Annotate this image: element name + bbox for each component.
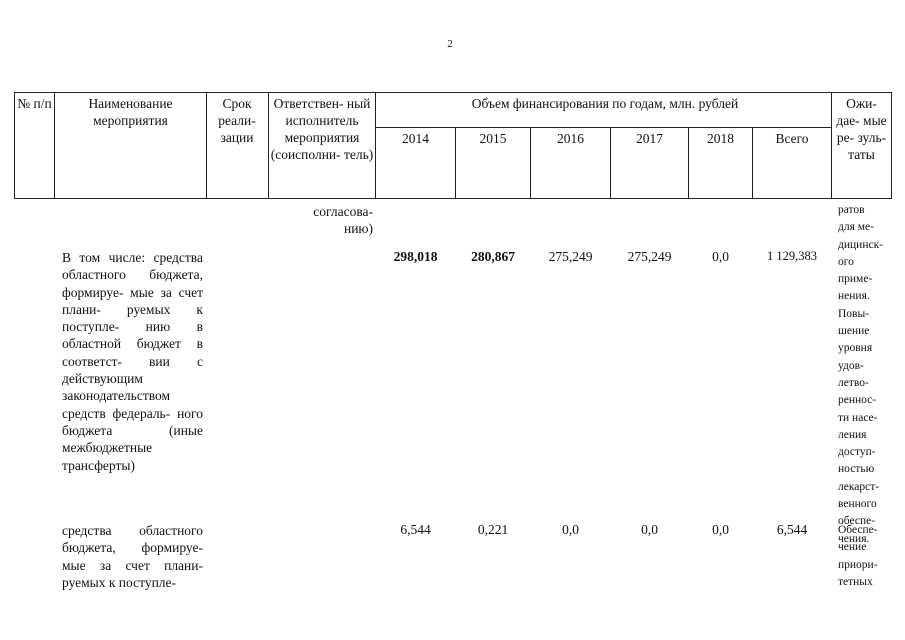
header-year-2017: 2017	[636, 131, 663, 146]
row-2-value-2017: 0,0	[641, 522, 658, 537]
page-number: 2	[447, 38, 453, 50]
row-2-value-2014: 6,544	[400, 522, 431, 537]
header-year-2015: 2015	[479, 131, 507, 146]
row-1-value-2015: 280,867	[471, 249, 515, 264]
row-1-value-2014: 298,018	[393, 249, 438, 264]
row-2-result: Обеспе- чение приори- тетных	[838, 524, 878, 588]
row-1-value-2016: 275,249	[548, 249, 593, 264]
row-2-value-total: 6,544	[776, 522, 808, 537]
header-term: Срок реали- зации	[218, 96, 256, 145]
header-results: Ожи- дае- мые ре- зуль- таты	[836, 96, 887, 162]
header-year-2018: 2018	[707, 131, 734, 146]
executor-continuation: согласова- нию)	[313, 204, 373, 237]
header-funding: Объем финансирования по годам, млн. рублей	[471, 96, 739, 111]
row-1-value-total: 1 129,383	[767, 249, 817, 263]
row-2-value-2018: 0,0	[712, 522, 729, 537]
row-1-value-2017: 275,249	[627, 249, 672, 264]
header-num: № п/п	[17, 96, 52, 111]
row-2-name: средства областного бюджета, формируе- мые за счет плани- руемых к поступле-	[62, 523, 203, 590]
header-name: Наименование мероприятия	[88, 96, 173, 128]
header-year-2014: 2014	[402, 131, 429, 146]
row-2-value-2015: 0,221	[477, 522, 509, 537]
row-1-name: В том числе: средства областного бюджета, формируе- мые за счет плани- руемых к поступле- нию в областной бюджет в соответст- вии с действующим законодательством средств федераль- ного бюджета (иные межбюджетные трансферты)	[62, 250, 203, 473]
header-year-2016: 2016	[557, 131, 584, 146]
row-2-value-2016: 0,0	[562, 522, 579, 537]
row-1-result: ратов для ме- дицинск- ого приме- нения. Повы- шение уровня удов- летво- реннос- ти насе- ления доступ- ностью лекарст- венного обеспе- чения.	[838, 204, 883, 545]
row-1-value-2018: 0,0	[712, 249, 729, 264]
header-executor: Ответствен- ный исполнитель мероприятия (соисполни- тель)	[270, 96, 374, 162]
header-total: Всего	[775, 131, 809, 146]
